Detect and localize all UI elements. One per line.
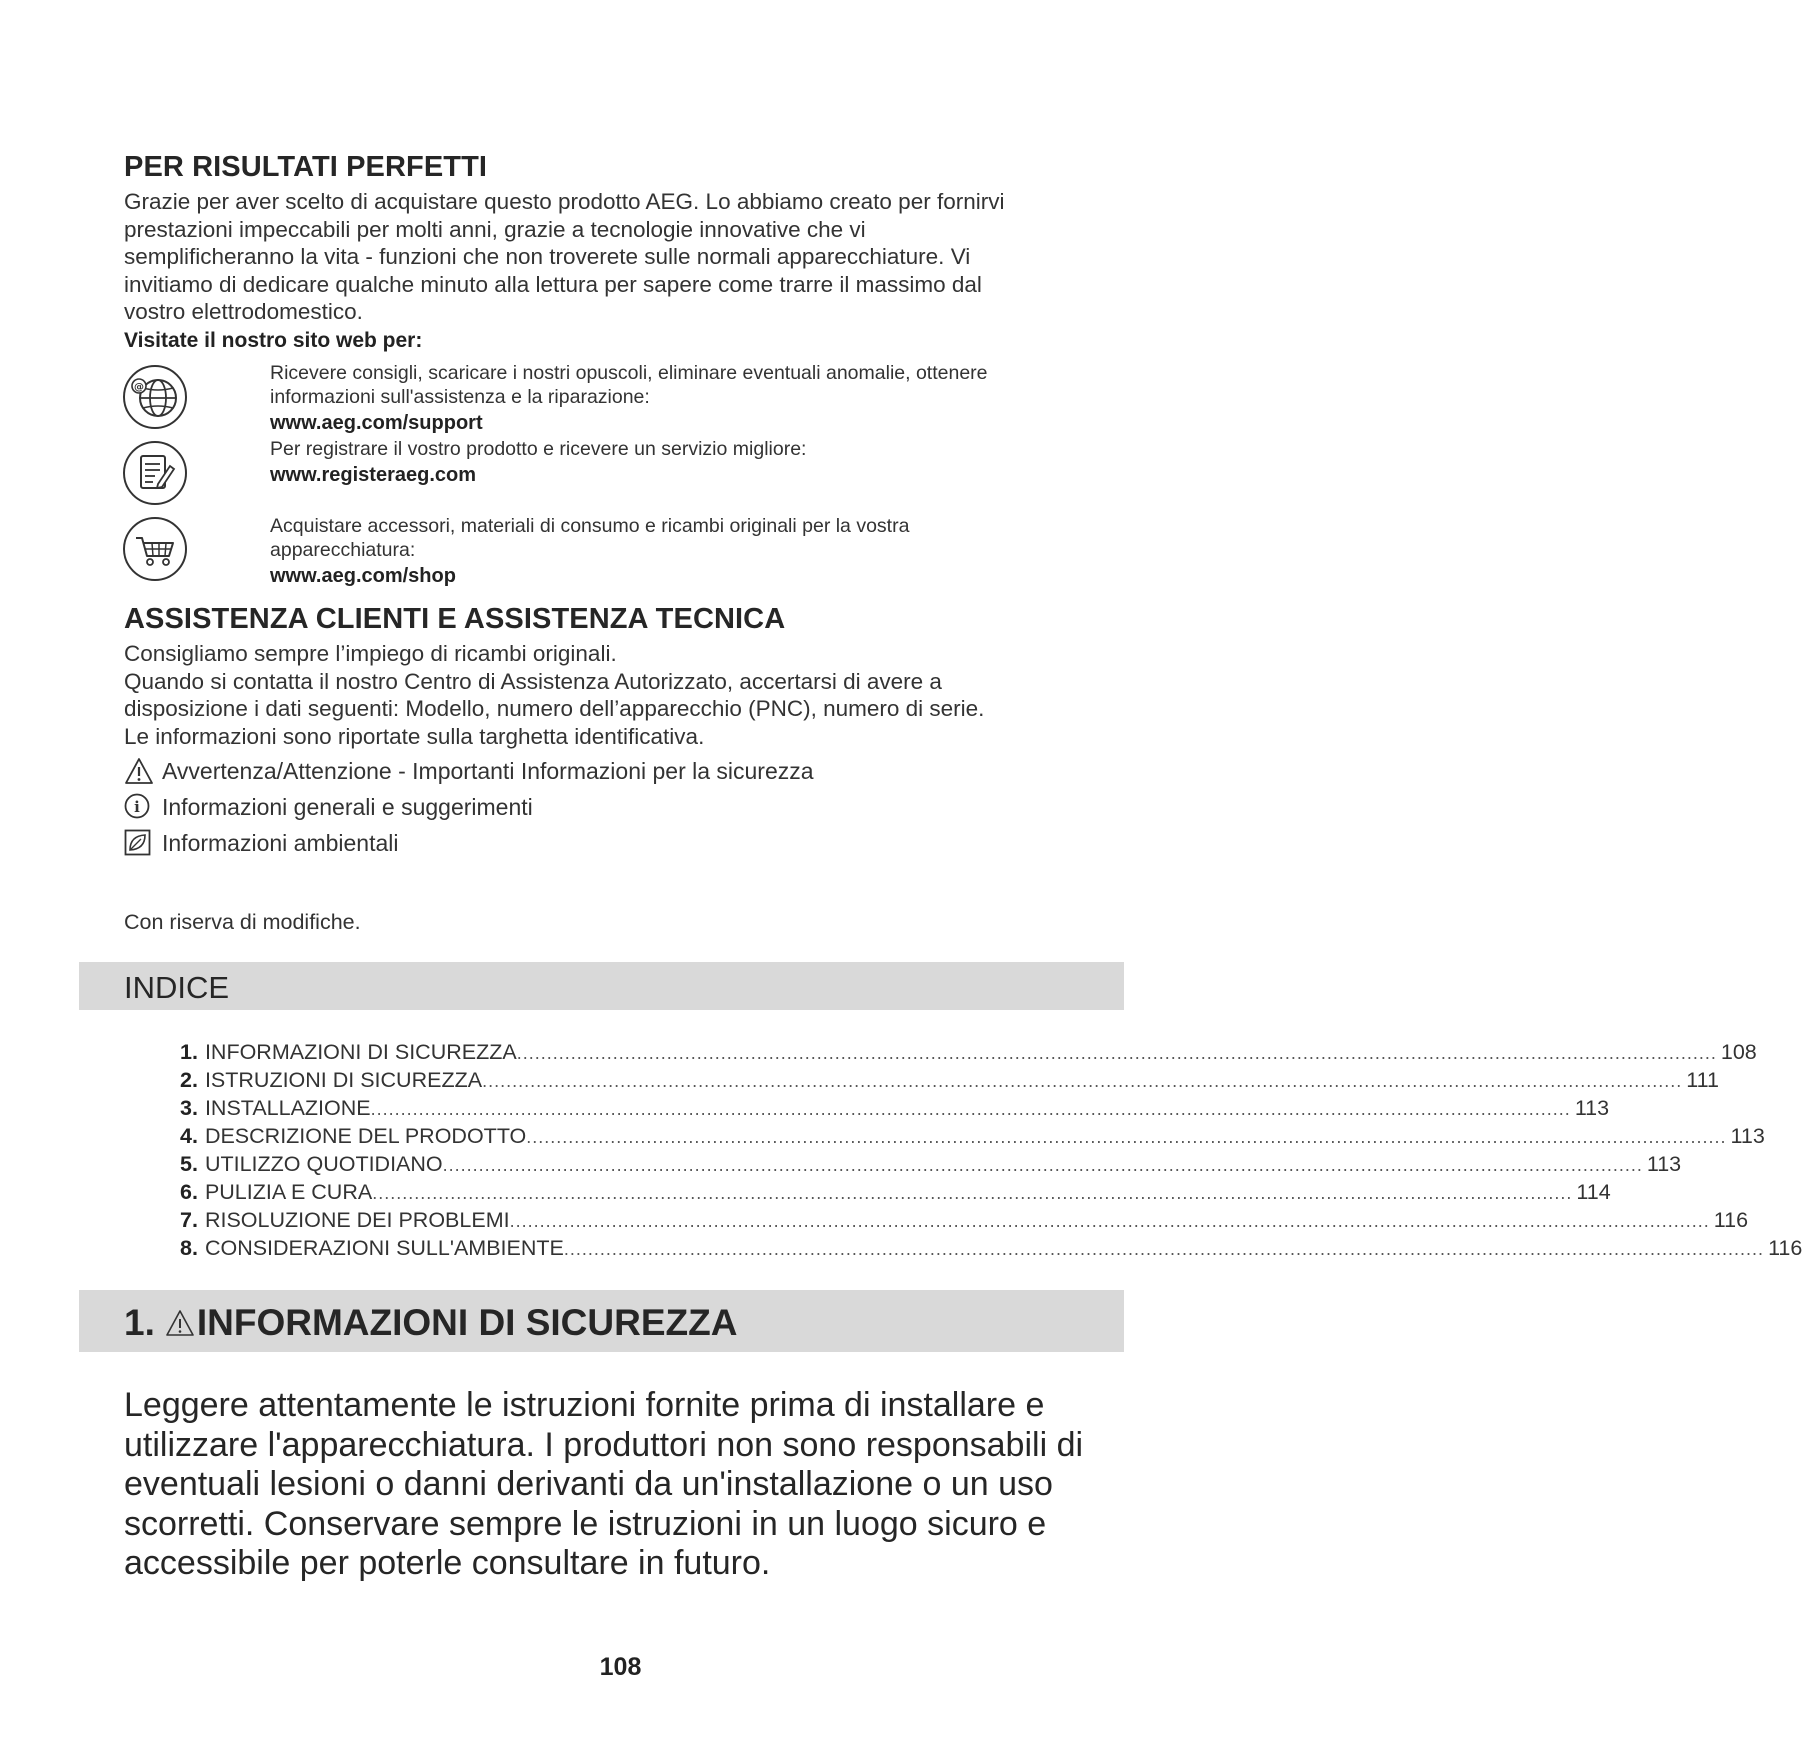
toc-entry-page: 116 — [1768, 1236, 1802, 1260]
toc-entry[interactable] — [180, 1068, 1719, 1096]
toc-entry[interactable] — [180, 1096, 1610, 1124]
registration-form-icon — [122, 440, 188, 506]
support-link[interactable]: www.aeg.com/support — [270, 412, 483, 434]
safety-section-band — [79, 1290, 1124, 1352]
shopping-cart-icon — [122, 516, 188, 582]
intro-paragraph: Grazie per aver scelto di acquistare questo prodotto AEG. Lo abbiamo creato per fornirvi prestazioni impeccabili per molti anni, grazie a tecnologie innovative che vi semplificheranno la vita - funzioni che non troverete sulle normali apparecchiature. Vi invitiamo di dedicare qualche minuto alla lettura per sapere come trarre il massimo dal vostro elettrodomestico. — [124, 189, 1005, 324]
toc-entry[interactable] — [180, 1236, 1802, 1264]
toc-entry-page: 111 — [1686, 1068, 1719, 1092]
web-item-description: Ricevere consigli, scaricare i nostri opuscoli, eliminare eventuali anomalie, ottenere informazioni sull'assistenza e la riparazione: — [270, 362, 988, 408]
toc-entry-title: INFORMAZIONI DI SICUREZZA — [204, 1040, 517, 1064]
warning-triangle-icon — [124, 757, 154, 785]
safety-section-title — [124, 1302, 737, 1344]
shop-link[interactable]: www.aeg.com/shop — [270, 565, 456, 587]
web-item-shop — [270, 514, 1130, 590]
toc-entry-page: 116 — [1713, 1208, 1749, 1232]
info-circle-icon — [124, 793, 154, 821]
toc-entry-number: 1. — [180, 1040, 198, 1064]
toc-entry[interactable] — [180, 1040, 1757, 1068]
web-item-register — [270, 437, 1130, 489]
page-number: 108 — [599, 1653, 642, 1681]
toc-leader-dots: ........................................................................................................................................................................................................ — [563, 1239, 1765, 1259]
toc-entry-title: UTILIZZO QUOTIDIANO — [204, 1152, 443, 1176]
index-band — [79, 962, 1124, 1010]
legend-environment — [124, 827, 399, 859]
section-number: 1. — [124, 1302, 155, 1343]
globe-icon — [122, 364, 188, 430]
toc-entry-number: 2. — [180, 1068, 198, 1092]
toc-entry-title: RISOLUZIONE DEI PROBLEMI — [204, 1208, 510, 1232]
toc-leader-dots: ........................................................................................................................................................................................................ — [482, 1071, 1683, 1091]
service-paragraph: Consigliamo sempre l’impiego di ricambi originali. Quando si contatta il nostro Centro di Assistenza Autorizzato, accertarsi di avere a disposizione i dati seguenti: Modello, numero dell’apparecchio (PNC), numero di serie. Le informazioni sono riportate sulla targhetta identificativa. — [124, 641, 985, 749]
safety-intro-paragraph: Leggere attentamente le istruzioni fornite prima di installare e utilizzare l'apparecchiatura. I produttori non sono responsabili di eventuali lesioni o danni derivanti da un'installazione o un uso scorretti. Conservare sempre le istruzioni in un luogo sicuro e accessibile per poterle consultare in futuro. — [124, 1386, 1084, 1582]
toc-entry-page: 114 — [1576, 1180, 1611, 1204]
disclaimer: Con riserva di modifiche. — [124, 910, 361, 934]
toc-entry-title: ISTRUZIONI DI SICUREZZA — [204, 1068, 483, 1092]
legend-info — [124, 791, 533, 823]
toc-leader-dots: ........................................................................................................................................................................................................ — [516, 1043, 1717, 1063]
heading-per-risultati-perfetti: PER RISULTATI PERFETTI — [124, 151, 488, 183]
toc-entry[interactable] — [180, 1180, 1611, 1208]
svg-text:@: @ — [134, 382, 144, 393]
warning-triangle-icon — [165, 1309, 195, 1337]
legend-label: Avvertenza/Attenzione - Importanti Informazioni per la sicurezza — [162, 758, 814, 784]
web-item-description: Acquistare accessori, materiali di consumo e ricambi originali per la vostra apparecchiatura: — [270, 515, 910, 561]
toc-entry-title: DESCRIZIONE DEL PRODOTTO — [204, 1124, 527, 1148]
index-title: INDICE — [124, 970, 230, 1005]
svg-text:i: i — [134, 798, 140, 816]
web-item-description: Per registrare il vostro prodotto e ricevere un servizio migliore: — [270, 438, 807, 460]
toc-entry-page: 108 — [1720, 1040, 1757, 1064]
legend-warning — [124, 755, 814, 787]
toc-leader-dots: ........................................................................................................................................................................................................ — [509, 1211, 1710, 1231]
toc-entry-number: 3. — [180, 1096, 198, 1120]
toc-leader-dots: ........................................................................................................................................................................................................ — [372, 1183, 1573, 1203]
toc-entry-title: PULIZIA E CURA — [204, 1180, 373, 1204]
table-of-contents — [180, 1040, 1802, 1264]
toc-entry[interactable] — [180, 1152, 1682, 1180]
legend-label: Informazioni ambientali — [162, 830, 399, 856]
legend-label: Informazioni generali e suggerimenti — [162, 794, 533, 820]
toc-entry-page: 113 — [1646, 1152, 1682, 1176]
heading-assistenza: ASSISTENZA CLIENTI E ASSISTENZA TECNICA — [124, 603, 786, 635]
toc-entry-page: 113 — [1574, 1096, 1610, 1120]
toc-entry-number: 4. — [180, 1124, 198, 1148]
toc-leader-dots: ........................................................................................................................................................................................................ — [370, 1099, 1571, 1119]
toc-entry[interactable] — [180, 1124, 1765, 1152]
section-title-text: INFORMAZIONI DI SICUREZZA — [196, 1302, 738, 1343]
register-link[interactable]: www.registeraeg.com — [270, 464, 476, 486]
toc-leader-dots: ........................................................................................................................................................................................................ — [526, 1127, 1727, 1147]
toc-entry-number: 5. — [180, 1152, 198, 1176]
toc-entry-number: 7. — [180, 1208, 198, 1232]
web-heading: Visitate il nostro sito web per: — [124, 329, 423, 352]
toc-entry-number: 8. — [180, 1236, 198, 1260]
toc-entry-number: 6. — [180, 1180, 198, 1204]
toc-entry-title: CONSIDERAZIONI SULL'AMBIENTE — [204, 1236, 564, 1260]
web-item-support — [270, 361, 1130, 437]
leaf-icon — [124, 829, 154, 857]
toc-entry-title: INSTALLAZIONE — [204, 1096, 371, 1120]
toc-entry[interactable] — [180, 1208, 1749, 1236]
toc-leader-dots: ........................................................................................................................................................................................................ — [442, 1155, 1643, 1175]
toc-entry-page: 113 — [1730, 1124, 1765, 1148]
